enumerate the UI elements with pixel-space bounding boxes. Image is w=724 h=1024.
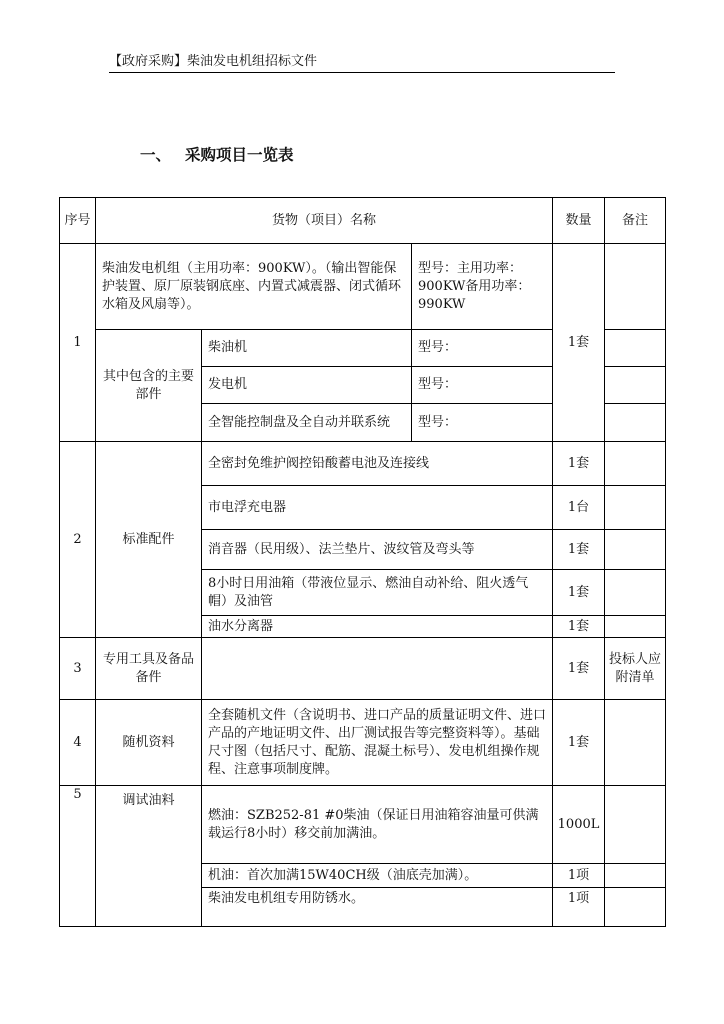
row2-seq: 2 [60,442,96,638]
section-number: 一、 [140,146,172,164]
row3-seq: 3 [60,638,96,700]
row2-item-name: 市电浮充电器 [202,486,553,530]
row1-seq: 1 [60,244,96,442]
row1-part-name: 全智能控制盘及全自动并联系统 [202,404,412,442]
row5-item-qty: 1000L [553,786,605,864]
row2-item-name: 8小时日用油箱（带液位显示、燃油自动补给、阻火透气帽）及油管 [202,570,553,616]
row1-part-note [605,330,666,367]
row1-main-name: 柴油发电机组（主用功率：900KW）。（输出智能保护装置、原厂原装钢底座、内置式减震器、闭式循环水箱及风扇等）。 [96,244,412,330]
row1-part-note [605,404,666,442]
row1-part-note [605,367,666,404]
row5-group: 调试油料 [96,786,202,927]
row4-seq: 4 [60,700,96,786]
row2-item-note [605,530,666,570]
row2-item-qty: 1套 [553,442,605,486]
header-qty: 数量 [553,198,605,244]
row3-note: 投标人应附清单 [605,638,666,700]
row5-item-name: 机油：首次加满15W40CH级（油底壳加满）。 [202,864,553,888]
row5-item-name: 柴油发电机组专用防锈水。 [202,888,553,927]
row1-qty: 1套 [553,244,605,442]
header-seq: 序号 [60,198,96,244]
row5-item-note [605,888,666,927]
row2-item-qty: 1套 [553,570,605,616]
row5-item-qty: 1项 [553,888,605,927]
table-header-row [60,198,666,244]
row2-item-qty: 1台 [553,486,605,530]
table-row [60,442,666,486]
row5-item-note [605,786,666,864]
row1-part-model: 型号： [412,367,553,404]
row4-group: 随机资料 [96,700,202,786]
row2-item-name: 全密封免维护阀控铅酸蓄电池及连接线 [202,442,553,486]
header-name: 货物（项目）名称 [96,198,553,244]
row2-item-note [605,442,666,486]
section-title-text: 采购项目一览表 [185,146,294,164]
row5-item-qty: 1项 [553,864,605,888]
row2-item-name: 消音器（民用级）、法兰垫片、波纹管及弯头等 [202,530,553,570]
row2-item-note [605,486,666,530]
row1-part-name: 柴油机 [202,330,412,367]
row3-qty: 1套 [553,638,605,700]
table-row [60,244,666,330]
row2-item-qty: 1套 [553,616,605,638]
row1-note [605,244,666,330]
row3-name [202,638,553,700]
row4-name: 全套随机文件（含说明书、进口产品的质量证明文件、进口产品的产地证明文件、出厂测试报告等完整资料等）。基础尺寸图（包括尺寸、配筋、混凝土标号）、发电机组操作规程、注意事项制度牌。 [202,700,553,786]
procurement-table [59,197,666,927]
row3-group: 专用工具及备品备件 [96,638,202,700]
row2-item-qty: 1套 [553,530,605,570]
table-row [60,638,666,700]
row2-group: 标准配件 [96,442,202,638]
row2-item-name: 油水分离器 [202,616,553,638]
row5-item-note [605,864,666,888]
row2-item-note [605,616,666,638]
row2-item-note [605,570,666,616]
row1-main-model: 型号：主用功率：900KW备用功率：990KW [412,244,553,330]
row1-part-model: 型号： [412,404,553,442]
row4-qty: 1套 [553,700,605,786]
row5-item-name: 燃油：SZB252-81 #0柴油（保证日用油箱容油量可供满载运行8小时）移交前加满油。 [202,786,553,864]
section-title [140,143,294,165]
table-row [60,700,666,786]
row1-part-name: 发电机 [202,367,412,404]
row1-group: 其中包含的主要部件 [96,330,202,442]
table-row [60,786,666,864]
header-note: 备注 [605,198,666,244]
document-header: 【政府采购】柴油发电机组招标文件 [109,54,615,73]
row5-seq: 5 [60,786,96,927]
row1-part-model: 型号： [412,330,553,367]
row4-note [605,700,666,786]
